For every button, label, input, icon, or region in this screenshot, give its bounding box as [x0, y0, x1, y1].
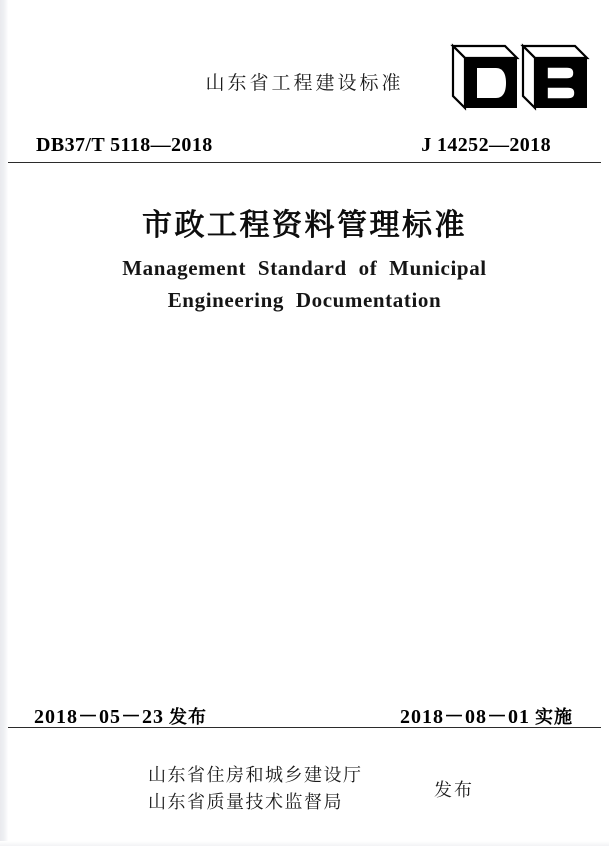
- publish-date-label: 发布: [169, 707, 207, 728]
- issuer-name-2: 山东省质量技术监督局: [148, 792, 343, 813]
- document-title-english: [0, 252, 609, 316]
- issue-verb-label: 发布: [434, 780, 474, 801]
- publisher-series-heading: 山东省工程建设标准: [205, 72, 404, 94]
- divider-bottom: [8, 727, 601, 728]
- db-logo-icon: [443, 24, 593, 116]
- document-title-english-line2: Engineering Documentation: [167, 288, 442, 312]
- document-title-english-line1: Management Standard of Municipal: [122, 256, 487, 280]
- effective-date-value: 2018－08－01: [400, 706, 530, 728]
- standard-number-right: J 14252—2018: [421, 134, 551, 156]
- issuer-name-1: 山东省住房和城乡建设厅: [148, 765, 363, 786]
- page-edge-shadow-bottom: [0, 841, 609, 846]
- page-edge-shadow-left: [0, 0, 8, 846]
- publish-date-value: 2018－05－23: [34, 706, 164, 728]
- divider-top: [8, 162, 601, 163]
- publish-date-group: [34, 700, 207, 729]
- effective-date-label: 实施: [535, 707, 573, 728]
- effective-date-group: [400, 700, 573, 729]
- standard-number-left: DB37/T 5118—2018: [36, 134, 213, 156]
- issuer-name-list: [148, 762, 398, 816]
- document-title-chinese: 市政工程资料管理标准: [142, 208, 467, 243]
- issuing-authorities-block: [0, 762, 609, 820]
